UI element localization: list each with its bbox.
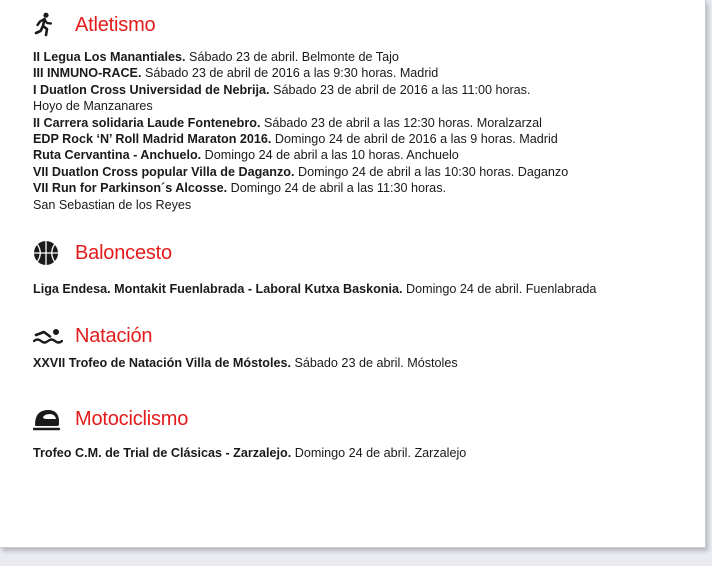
list-item <box>33 131 705 147</box>
list-item <box>33 164 705 180</box>
event-detail: Domingo 24 de abril de 2016 a las 9 horas. Madrid <box>271 132 558 147</box>
event-name: EDP Rock ‘N’ Roll Madrid Maraton 2016. <box>33 132 272 147</box>
list-item <box>33 82 705 115</box>
section-heading <box>33 10 705 40</box>
list-item <box>33 281 705 297</box>
list-item <box>33 180 705 213</box>
event-detail-continued: San Sebastian de los Reyes <box>33 197 192 212</box>
motorcycle-helmet-icon <box>33 407 63 433</box>
event-detail: Domingo 24 de abril a las 10 horas. Anchuelo <box>201 148 459 163</box>
section-title: Motociclismo <box>75 408 189 431</box>
event-name: VII Duatlon Cross popular Villa de Daganzo. <box>33 164 295 179</box>
event-name: XXVII Trofeo de Natación Villa de Móstoles. <box>33 356 292 371</box>
section-title: Natación <box>75 324 153 347</box>
event-detail: Domingo 24 de abril. Zarzalejo <box>291 445 467 460</box>
list-item <box>33 65 705 81</box>
event-detail: Domingo 24 de abril. Fuenlabrada <box>402 282 597 297</box>
section-heading <box>33 238 705 268</box>
event-name: Trofeo C.M. de Trial de Clásicas - Zarzalejo. <box>33 445 292 460</box>
event-list <box>33 49 705 213</box>
section-motociclismo <box>33 405 705 461</box>
section-title: Atletismo <box>75 13 156 36</box>
section-baloncesto <box>33 238 705 297</box>
event-detail-continued: Hoyo de Manzanares <box>33 99 153 114</box>
event-list <box>33 445 705 461</box>
event-name: Ruta Cervantina - Anchuelo. <box>33 148 202 163</box>
event-name: Liga Endesa. Montakit Fuenlabrada - Laboral Kutxa Baskonia. <box>33 282 403 297</box>
event-list <box>33 281 705 297</box>
event-detail: Sábado 23 de abril de 2016 a las 9:30 horas. Madrid <box>141 66 439 81</box>
section-heading <box>33 323 705 349</box>
running-icon <box>33 12 63 38</box>
swimming-icon <box>33 323 63 349</box>
event-name: III INMUNO-RACE. <box>33 66 142 81</box>
list-item <box>33 49 705 65</box>
section-atletismo <box>33 0 705 213</box>
section-title: Baloncesto <box>75 241 172 264</box>
list-item <box>33 355 705 371</box>
event-detail: Sábado 23 de abril. Móstoles <box>291 356 458 371</box>
basketball-icon <box>33 240 63 266</box>
list-item <box>33 445 705 461</box>
event-detail: Domingo 24 de abril a las 11:30 horas. <box>227 181 446 196</box>
event-name: VII Run for Parkinson´s Alcosse. <box>33 181 228 196</box>
event-detail: Domingo 24 de abril a las 10:30 horas. Daganzo <box>294 164 569 179</box>
event-detail: Sábado 23 de abril de 2016 a las 11:00 horas. <box>269 82 531 97</box>
event-name: II Legua Los Manantiales. <box>33 50 186 64</box>
event-detail: Sábado 23 de abril. Belmonte de Tajo <box>185 50 399 64</box>
event-detail: Sábado 23 de abril a las 12:30 horas. Moralzarzal <box>260 115 542 130</box>
event-list <box>33 355 705 371</box>
event-name: II Carrera solidaria Laude Fontenebro. <box>33 115 261 130</box>
event-name: I Duatlon Cross Universidad de Nebrija. <box>33 82 270 97</box>
section-heading <box>33 405 705 435</box>
list-item <box>33 147 705 163</box>
section-natacion <box>33 323 705 371</box>
list-item <box>33 115 705 131</box>
